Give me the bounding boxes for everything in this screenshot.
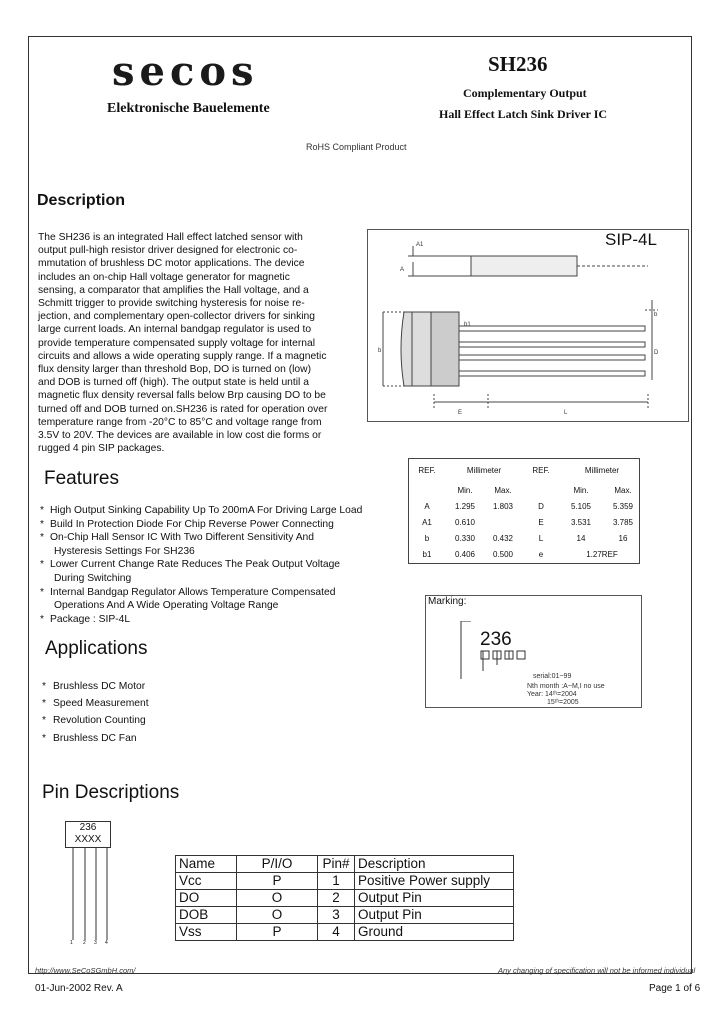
description-heading: Description: [37, 192, 126, 209]
description-line: provide temperature compensated supply voltage for internal: [38, 337, 316, 349]
dim-label-b1: b1: [464, 322, 471, 328]
part-subtitle-1: Complementary Output: [463, 86, 587, 100]
chip-marking-2: XXXX: [74, 834, 102, 845]
application-item: * Speed Measurement: [42, 698, 149, 710]
description-line: large current loads. An internal bandgap regulator is used to: [38, 324, 312, 336]
dim-head-max: Max.: [614, 485, 632, 495]
dim-row: [408, 530, 644, 546]
feature-text: Package : SIP-4L: [50, 613, 131, 625]
description-text: [38, 231, 356, 455]
marking-note: Year: 14ᵗʰ=2004: [527, 691, 577, 698]
pin-cell: 2: [318, 890, 355, 907]
application-text: Speed Measurement: [53, 698, 149, 710]
description-line: mmutation of brushless DC motor applications. The device: [38, 258, 305, 270]
feature-item: * High Output Sinking Capability Up To 200mA For Driving Large Load: [40, 505, 363, 516]
application-item: * Revolution Counting: [42, 715, 146, 727]
dim-head-unit: [560, 458, 644, 482]
dim-row: [408, 546, 644, 562]
dimensions-table: [408, 458, 644, 562]
pin-cell: P: [237, 873, 318, 890]
dim-cell: e: [538, 549, 544, 559]
application-item: * Brushless DC Fan: [42, 732, 137, 744]
dim-cell: 0.432: [492, 533, 514, 543]
dim-label-d: D: [654, 350, 659, 356]
dim-label-e: E: [458, 410, 463, 416]
applications-heading: Applications: [45, 638, 148, 659]
description-line: includes an on-chip Hall voltage generator for magnetic: [38, 271, 290, 283]
feature-item: * Build In Protection Diode For Chip Reverse Power Connecting: [40, 518, 334, 530]
dim-cell: L: [538, 533, 544, 543]
dim-row: [408, 498, 644, 514]
dim-head-min: Min.: [573, 485, 589, 495]
dim-cell: [484, 514, 522, 530]
application-text: Brushless DC Fan: [53, 732, 137, 744]
pin-row: [176, 873, 514, 890]
pin-table-header: [176, 856, 514, 873]
dim-cell: 1.27REF: [586, 549, 618, 559]
package-outline-svg: [368, 230, 688, 421]
marking-label: Marking:: [428, 596, 467, 607]
dim-cell: 3.785: [612, 517, 634, 527]
dim-cell: 0.610: [454, 517, 476, 527]
pin-head-pin: Pin#: [318, 856, 355, 873]
description-line: output pull-high resistor driver designed for electronic co-: [38, 245, 298, 257]
features-list: [38, 504, 388, 626]
dim-cell: 1.803: [492, 501, 514, 511]
feature-item-cont: [38, 572, 388, 586]
dim-cell: b1: [422, 549, 432, 559]
pin-cell: Output Pin: [355, 890, 514, 907]
rohs-note: RoHS Compliant Product: [306, 142, 407, 152]
part-number: SH236: [488, 52, 548, 76]
pin-row: [176, 924, 514, 941]
dim-label-a1: A1: [416, 242, 424, 248]
company-logo: secos: [112, 48, 259, 95]
pin-cell: O: [237, 890, 318, 907]
application-text: Brushless DC Motor: [53, 681, 146, 692]
feature-text: Build In Protection Diode For Chip Reverse Power Connecting: [50, 518, 334, 530]
feature-item: * Internal Bandgap Regulator Allows Temperature Compensated: [40, 586, 336, 598]
feature-text: Internal Bandgap Regulator Allows Temperature Compensated: [50, 586, 336, 598]
pin-cell: O: [237, 907, 318, 924]
pin-number: 2: [83, 940, 86, 946]
pin-cell: 1: [318, 873, 355, 890]
dim-head-unit-label: Millimeter: [466, 465, 502, 475]
description-line: turned off and DOB turned on.SH236 is rated for operation over: [38, 403, 328, 415]
footer-page: Page 1 of 6: [649, 983, 701, 994]
chip-leads-svg: [65, 848, 115, 940]
pin-table: [175, 855, 514, 941]
dim-head-max: Max.: [494, 485, 512, 495]
pin-cell: DO: [176, 890, 237, 907]
chip-outline: [65, 821, 111, 848]
pin-cell: Positive Power supply: [355, 873, 514, 890]
description-line: Schmitt trigger to provide switching hysteresis for noise re-: [38, 298, 305, 310]
dim-label-b-pin: b: [654, 312, 658, 318]
pin-cell: DOB: [176, 907, 237, 924]
dim-cell: b: [424, 533, 430, 543]
pin-cell: Vcc: [176, 873, 237, 890]
feature-item-cont: [38, 599, 388, 613]
dim-cell: A: [424, 501, 430, 511]
dim-cell: 0.500: [492, 549, 514, 559]
dim-cell: 0.330: [454, 533, 476, 543]
feature-text: Lower Current Change Rate Reduces The Peak Output Voltage: [50, 559, 341, 571]
dim-head-unit: [446, 458, 522, 482]
pin-number: 3: [94, 940, 97, 946]
applications-list: [42, 681, 149, 750]
description-line: 3.5V to 20V. The devices are available in low cost die forms or: [38, 430, 322, 442]
footer-notice: Any changing of specification will not be informed individual: [498, 966, 696, 975]
pin-row: [176, 890, 514, 907]
application-item: * Brushless DC Motor: [42, 681, 146, 692]
feature-text: High Output Sinking Capability Up To 200mA For Driving Large Load: [50, 505, 363, 516]
marking-note: 15ᵗʰ=2005: [547, 699, 579, 706]
dim-row: [408, 514, 644, 530]
feature-item: * Package : SIP-4L: [40, 613, 131, 625]
package-name: SIP-4L: [605, 230, 657, 249]
dim-label-a: A: [400, 267, 405, 273]
dim-label-b-side: b: [378, 348, 382, 354]
feature-text: On-Chip Hall Sensor IC With Two Different Sensitivity And: [50, 532, 315, 544]
footer-url[interactable]: http://www.SeCoSGmbH.com/: [35, 966, 136, 975]
dim-label-l: L: [564, 410, 568, 416]
marking-note: serial:01~99: [533, 673, 572, 680]
description-line: temperature range from -20°C to 85°C and voltage range from: [38, 416, 322, 428]
feature-item: * Lower Current Change Rate Reduces The Peak Output Voltage: [40, 559, 341, 571]
description-line: flux density larger than threshold Bop, DO is turned on (low): [38, 364, 312, 376]
application-text: Revolution Counting: [53, 715, 146, 727]
pin-cell: Output Pin: [355, 907, 514, 924]
description-line: circuits and allows a wide operating supply range. If a magnetic: [38, 350, 327, 362]
feature-item-cont: [38, 545, 388, 559]
description-line: The SH236 is an integrated Hall effect latched sensor with: [38, 232, 303, 243]
marking-code: 236: [480, 629, 512, 650]
dim-cell: E: [538, 517, 544, 527]
company-name: Elektronische Bauelemente: [107, 101, 270, 116]
pin-number: 1: [70, 940, 73, 946]
package-drawing: [367, 229, 689, 422]
description-line: jection, and complementary open-collector drivers for sinking: [38, 311, 316, 323]
pin-head-desc: Description: [355, 856, 514, 873]
dim-cell: 5.359: [612, 501, 634, 511]
feature-text: Operations And A Wide Operating Voltage Range: [54, 600, 279, 612]
description-line: sensing, a comparator that amplifies the Hall voltage, and a: [38, 284, 309, 296]
pin-cell: 3: [318, 907, 355, 924]
dim-head-ref: REF.: [532, 465, 550, 475]
pin-cell: 4: [318, 924, 355, 941]
dim-cell: 0.406: [454, 549, 476, 559]
dim-head-min: Min.: [457, 485, 473, 495]
feature-text: Hysteresis Settings For SH236: [54, 545, 195, 557]
feature-item: * On-Chip Hall Sensor IC With Two Different Sensitivity And: [40, 532, 315, 544]
marking-note: Nth month :A~M,I no use: [527, 683, 605, 690]
pin-cell: Ground: [355, 924, 514, 941]
description-line: rugged 4 pin SIP packages.: [38, 443, 165, 455]
features-heading: Features: [44, 468, 119, 489]
dim-cell: A1: [422, 517, 432, 527]
dim-cell: 16: [618, 533, 628, 543]
footer-date: 01-Jun-2002 Rev. A: [35, 983, 123, 994]
description-line: and DOB is turned off (high). The output state is held until a: [38, 377, 309, 389]
pin-row: [176, 907, 514, 924]
pin-cell: P: [237, 924, 318, 941]
dim-cell: 14: [576, 533, 586, 543]
chip-marking-1: 236: [79, 822, 97, 833]
dim-cell: D: [538, 501, 544, 511]
part-subtitle-2: Hall Effect Latch Sink Driver IC: [439, 107, 608, 121]
dim-cell: 3.531: [570, 517, 592, 527]
pin-cell: Vss: [176, 924, 237, 941]
description-line: magnetic flux density reversal falls below Brp causing DO to be: [38, 390, 326, 402]
feature-text: During Switching: [54, 572, 132, 584]
pin-number: 4: [105, 940, 108, 946]
dim-head-unit-label: Millimeter: [584, 465, 620, 475]
pin-head-name: Name: [176, 856, 237, 873]
dim-cell: 1.295: [454, 501, 476, 511]
pin-descriptions-heading: Pin Descriptions: [42, 782, 180, 803]
dim-cell: 5.105: [570, 501, 592, 511]
dim-head-ref: REF.: [418, 465, 436, 475]
pin-head-pio: P/I/O: [237, 856, 318, 873]
